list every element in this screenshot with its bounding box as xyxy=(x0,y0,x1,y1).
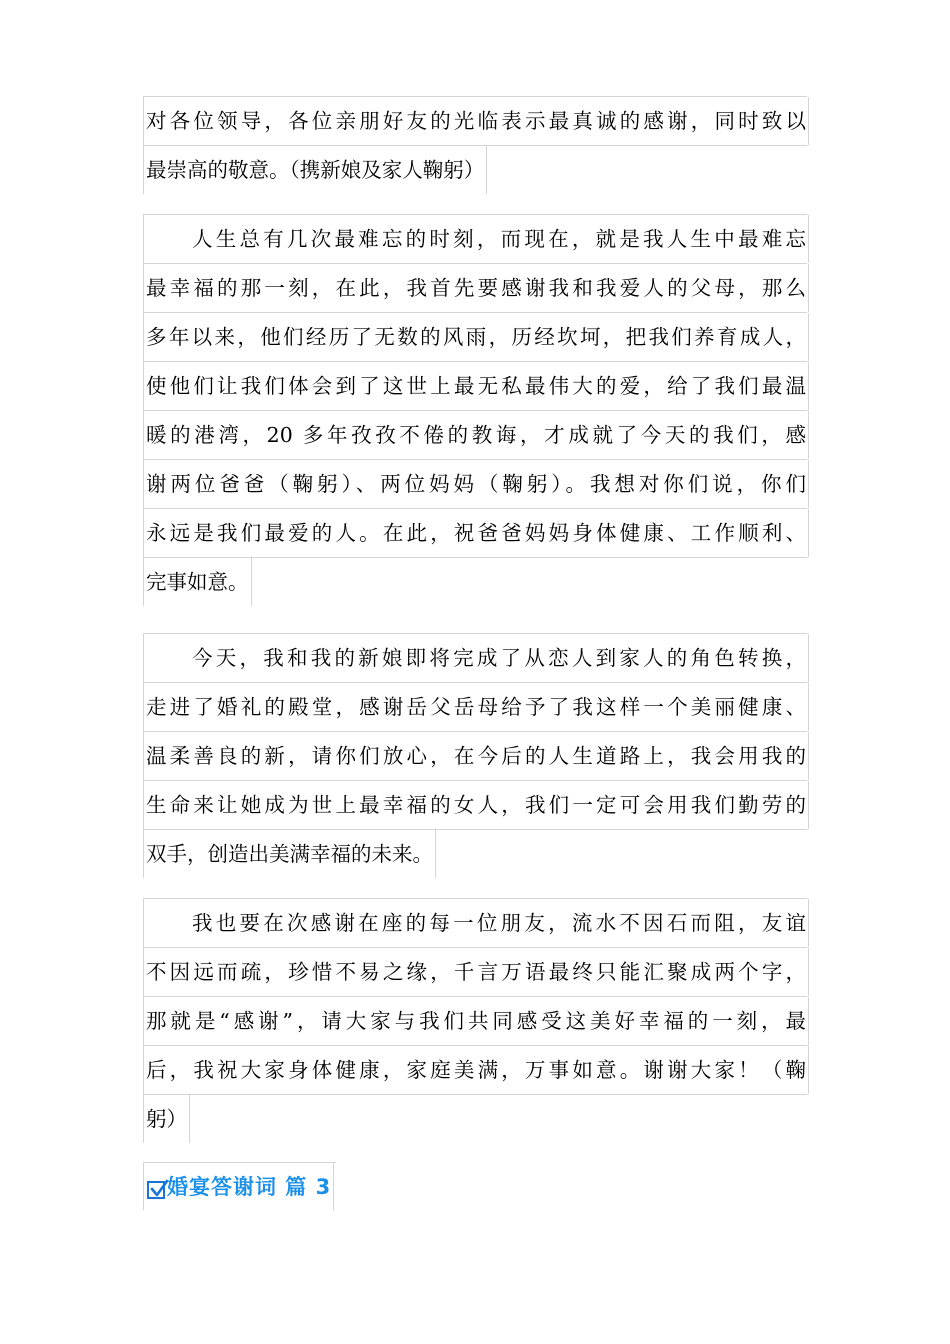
text-line: 最崇高的敬意。（携新娘及家人鞠躬） xyxy=(143,145,807,194)
paragraph-3 xyxy=(143,633,807,878)
paragraph-1 xyxy=(143,96,807,194)
text-line: 永远是我们最爱的人。在此，祝爸爸妈妈身体健康、工作顺利、 xyxy=(143,508,807,557)
checkbox-checked-icon xyxy=(147,1181,165,1199)
text-line: 后，我祝大家身体健康，家庭美满，万事如意。谢谢大家！（鞠 xyxy=(143,1045,807,1094)
text-line: 生命来让她成为世上最幸福的女人，我们一定可会用我们勤劳的 xyxy=(143,780,807,829)
text-line: 走进了婚礼的殿堂，感谢岳父岳母给予了我这样一个美丽健康、 xyxy=(143,682,807,731)
paragraph-4 xyxy=(143,898,807,1143)
text-line: 我也要在次感谢在座的每一位朋友，流水不因石而阻，友谊 xyxy=(143,898,807,947)
section-heading xyxy=(143,1162,336,1210)
text-line: 最幸福的那一刻，在此，我首先要感谢我和我爱人的父母，那么 xyxy=(143,263,807,312)
paragraph-2 xyxy=(143,214,807,606)
text-line: 人生总有几次最难忘的时刻，而现在，就是我人生中最难忘 xyxy=(143,214,807,263)
text-line: 多年以来，他们经历了无数的风雨，历经坎坷，把我们养育成人， xyxy=(143,312,807,361)
text-line: 不因远而疏，珍惜不易之缘，千言万语最终只能汇聚成两个字， xyxy=(143,947,807,996)
text-line: 双手，创造出美满幸福的未来。 xyxy=(143,829,807,878)
text-line: 对各位领导，各位亲朋好友的光临表示最真诚的感谢，同时致以 xyxy=(143,96,807,145)
text-line: 躬） xyxy=(143,1094,807,1143)
text-line: 那就是“感谢”，请大家与我们共同感受这美好幸福的一刻，最 xyxy=(143,996,807,1045)
text-line: 暖的港湾，20 多年孜孜不倦的教诲，才成就了今天的我们，感 xyxy=(143,410,807,459)
text-line: 谢两位爸爸（鞠躬）、两位妈妈（鞠躬）。我想对你们说，你们 xyxy=(143,459,807,508)
text-line: 今天，我和我的新娘即将完成了从恋人到家人的角色转换， xyxy=(143,633,807,682)
text-line: 使他们让我们体会到了这世上最无私最伟大的爱，给了我们最温 xyxy=(143,361,807,410)
text-line: 完事如意。 xyxy=(143,557,807,606)
text-line: 温柔善良的新，请你们放心，在今后的人生道路上，我会用我的 xyxy=(143,731,807,780)
heading-title: 婚宴答谢词 篇 3 xyxy=(167,1174,332,1199)
